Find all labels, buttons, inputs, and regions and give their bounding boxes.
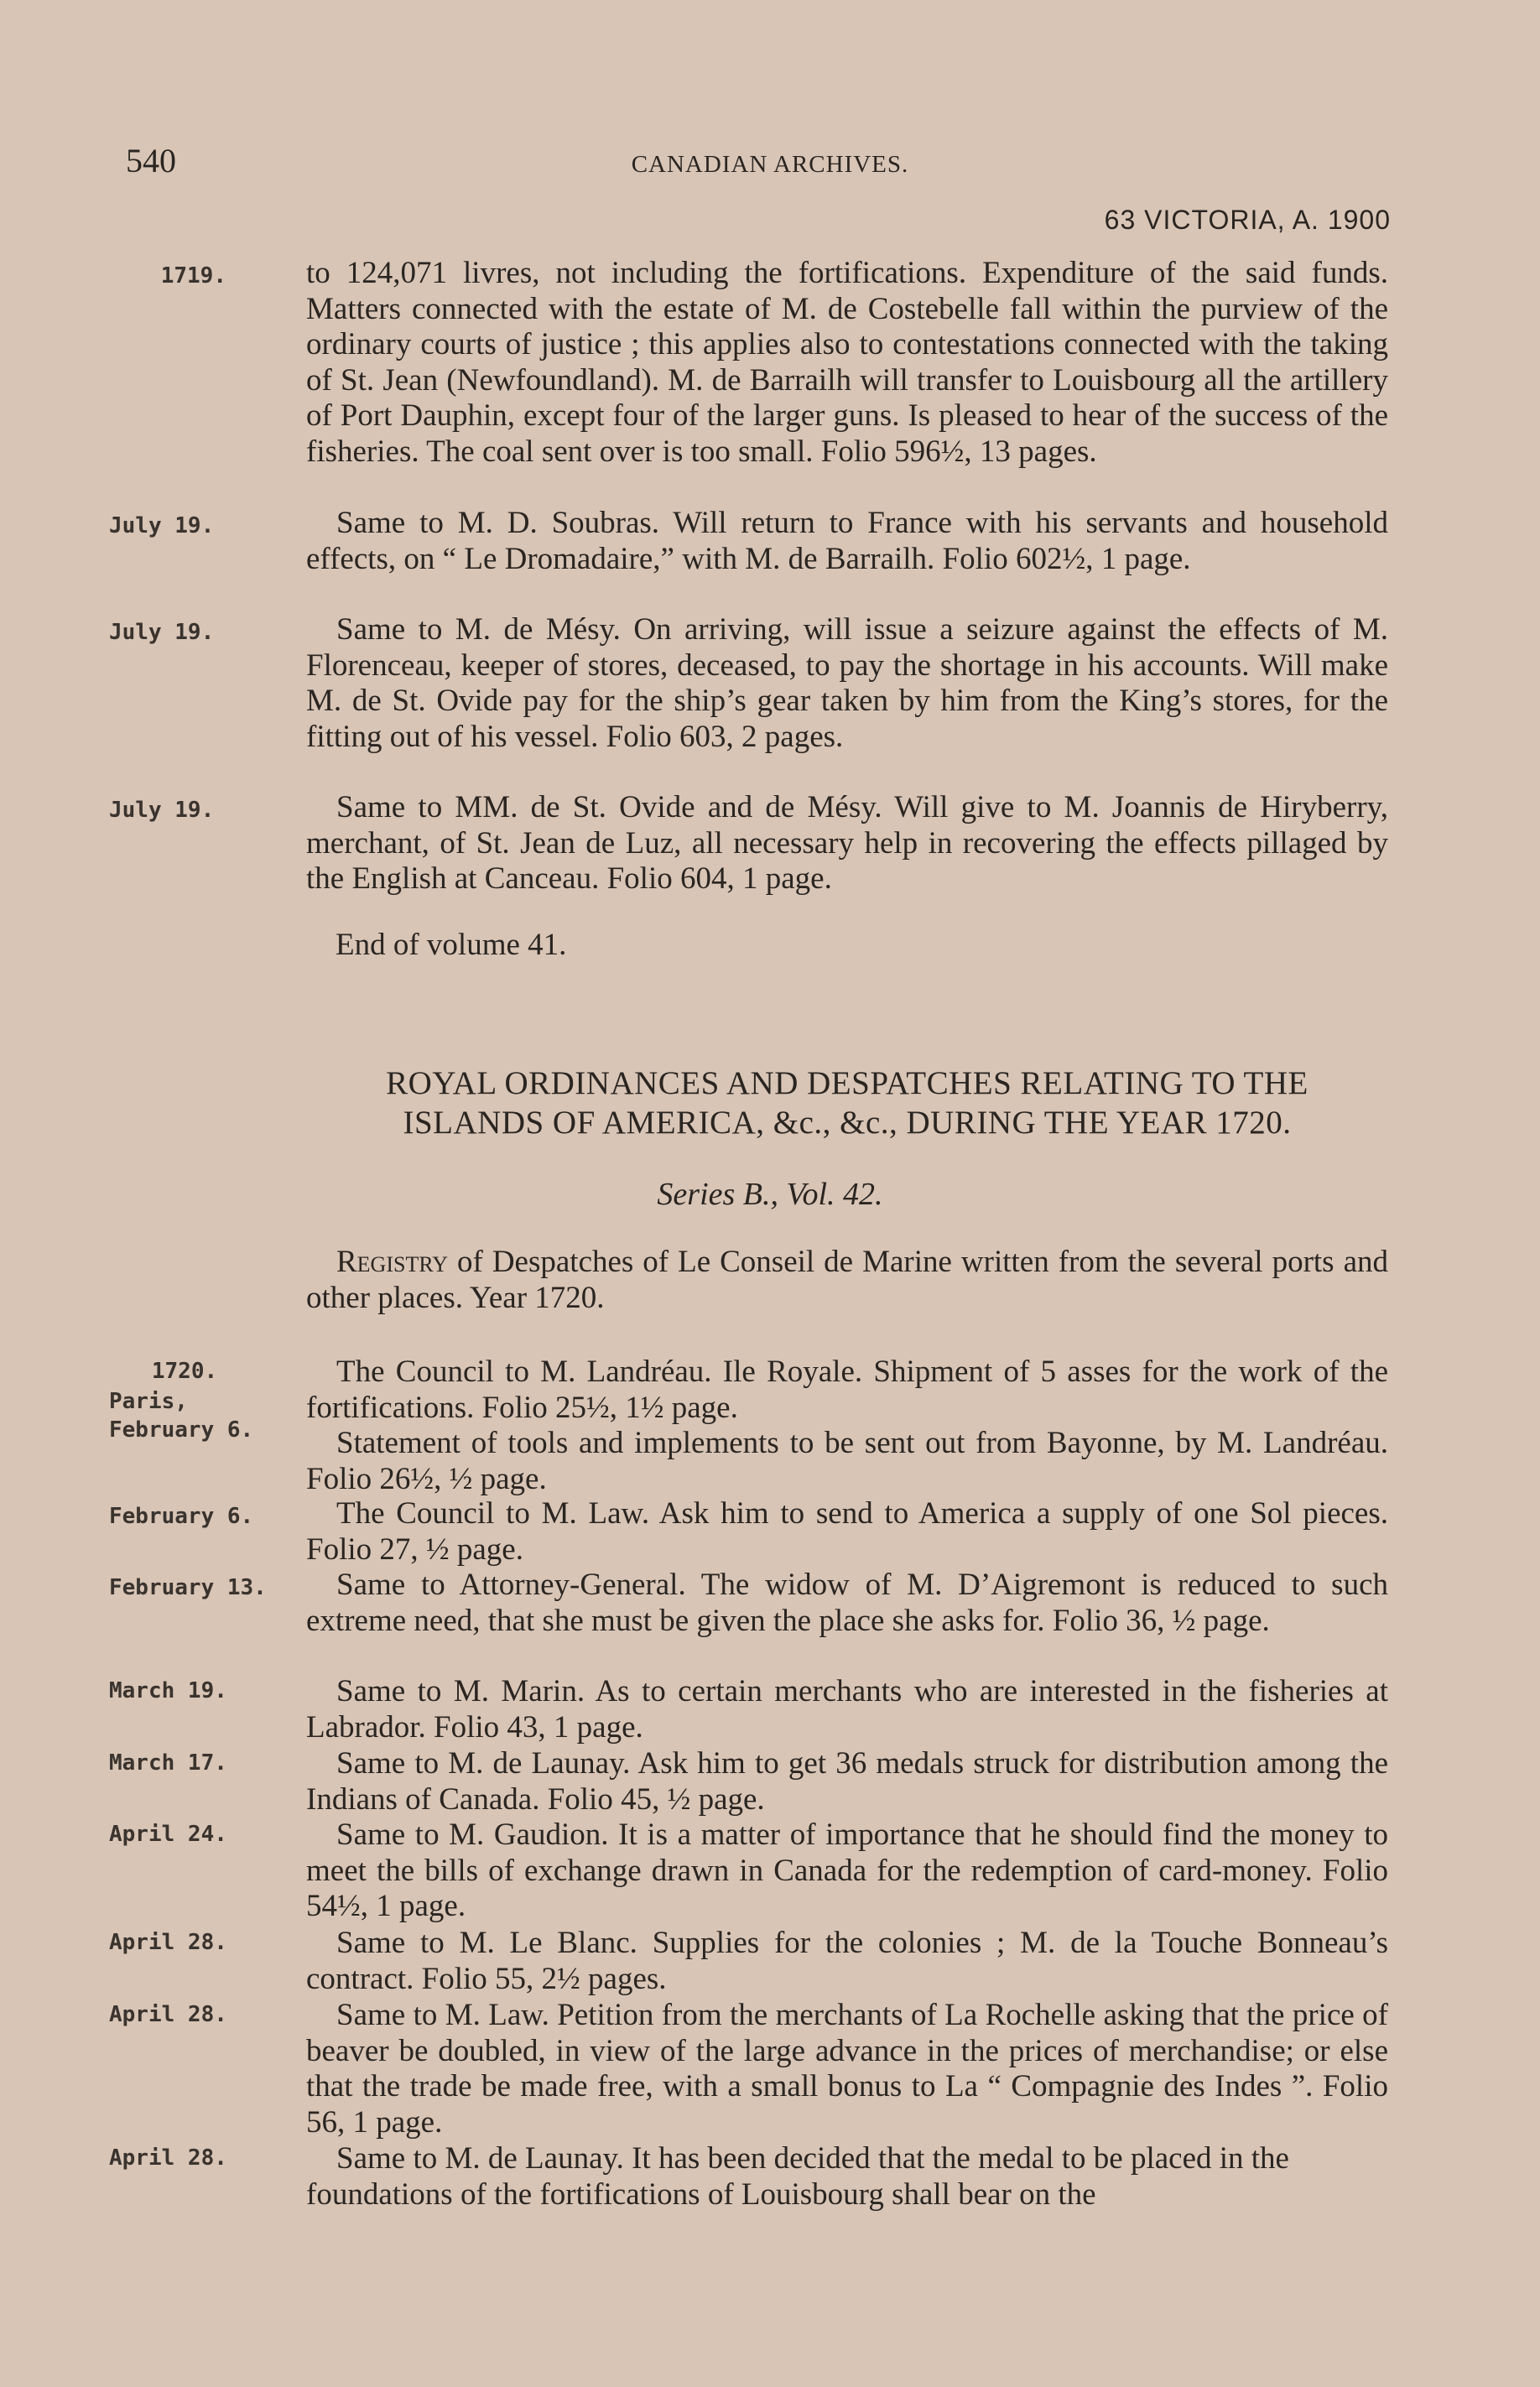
entry-text: Same to M. de Launay. It has been decided that the medal to be placed in the foundations of the fortifications of Louisbourg shall bear on the: [306, 2141, 1289, 2212]
entry-text: Same to M. de Launay. Ask him to get 36 medals struck for distribution among the Indians of Canada. Folio 45, ½ page.: [306, 1746, 1388, 1817]
entry-text: Same to M. D. Soubras. Will return to France with his servants and household effects, on “ Le Dromadaire,” with M. de Barrailh. Folio 602½, 1 page.: [306, 506, 1388, 576]
entry-date: March 19.: [109, 1678, 227, 1703]
entry-text: The Council to M. Landréau. Ile Royale. Shipment of 5 asses for the work of the fortifications. Folio 25½, 1½ page.: [306, 1355, 1388, 1425]
entry-date: February 6.: [109, 1504, 254, 1529]
entry-text: The Council to M. Law. Ask him to send to America a supply of one Sol pieces. Folio 27, ½ page.: [306, 1496, 1388, 1567]
entry-text: Same to MM. de St. Ovide and de Mésy. Will give to M. Joannis de Hiryberry, merchant, of St. Jean de Luz, all necessary help in recovering the effects pillaged by the English at Canceau. Folio 604, 1 page.: [306, 790, 1388, 896]
entry-date: March 17.: [109, 1750, 227, 1776]
registry-text: of Despatches of Le Conseil de Marine written from the several ports and other places. Year 1720.: [306, 1245, 1388, 1315]
entry-text: Same to M. Marin. As to certain merchants who are interested in the fisheries at Labrador. Folio 43, 1 page.: [306, 1674, 1388, 1745]
registry-paragraph: [306, 1245, 1388, 1316]
entry-date: [109, 1355, 277, 1445]
date-line: February 6.: [109, 1417, 254, 1443]
entry-date: July 19.: [109, 513, 215, 538]
entry-text: Same to M. Le Blanc. Supplies for the colonies ; M. de la Touche Bonneau’s contract. Folio 55, 2½ pages.: [306, 1926, 1388, 1996]
entry-date: April 28.: [109, 2002, 227, 2027]
entry-text: to 124,071 livres, not including the fortifications. Expenditure of the said funds. Matters connected with the estate of M. de Costebelle fall within the purview of the ordinary courts of justice ; this applies also to contestations connected with the taking of St. Jean (Newfoundland). M. de Barrailh will transfer to Louisbourg all the artillery of Port Dauphin, except four of the larger guns. Is pleased to hear of the success of the fisheries. The coal sent over is too small. Folio 596½, 13 pages.: [306, 256, 1388, 469]
entry-date: April 28.: [109, 2145, 227, 2171]
entry-text: Same to Attorney-General. The widow of M. D’Aigremont is reduced to such extreme need, that she must be given the place she asks for. Folio 36, ½ page.: [306, 1568, 1388, 1638]
running-title: CANADIAN ARCHIVES.: [631, 151, 909, 178]
entry-date: February 13.: [109, 1575, 267, 1600]
end-of-volume-note: End of volume 41.: [336, 928, 567, 962]
entry-date: 1719.: [160, 263, 226, 289]
date-line: Paris,: [109, 1389, 188, 1414]
entry-text: Same to M. de Mésy. On arriving, will issue a seizure against the effects of M. Florenceau, keeper of stores, deceased, to pay the shortage in his accounts. Will make M. de St. Ovide pay for the ship’s gear taken by him from the King’s stores, for the fitting out of his vessel. Folio 603, 2 pages.: [306, 612, 1388, 754]
session-label: 63 VICTORIA, A. 1900: [1104, 205, 1391, 235]
section-title-line: ISLANDS OF AMERICA, &c., &c., DURING THE YEAR 1720.: [403, 1105, 1292, 1141]
entry-text: Same to M. Gaudion. It is a matter of importance that he should find the money to meet the bills of exchange drawn in Canada for the redemption of card-money. Folio 54½, 1 page.: [306, 1818, 1388, 1923]
registry-lead: Registry: [336, 1245, 449, 1279]
entry-date: April 24.: [109, 1822, 227, 1847]
entry-date: July 19.: [109, 620, 215, 645]
entry-text: Same to M. Law. Petition from the merchants of La Rochelle asking that the price of beaver be doubled, in view of the large advance in the prices of merchandise; or else that the trade be made free, with a small bonus to La “ Compagnie des Indes ”. Folio 56, 1 page.: [306, 1998, 1388, 2140]
date-line: 1720.: [151, 1359, 218, 1384]
entry-date: July 19.: [109, 798, 215, 823]
page-number: 540: [126, 142, 176, 179]
entry-date: April 28.: [109, 1930, 227, 1955]
series-label: Series B., Vol. 42.: [657, 1177, 883, 1212]
section-title-line: ROYAL ORDINANCES AND DESPATCHES RELATING TO THE: [386, 1065, 1308, 1101]
entry-text: Statement of tools and implements to be sent out from Bayonne, by M. Landréau. Folio 26½, ½ page.: [306, 1426, 1388, 1496]
section-title: [306, 1063, 1388, 1142]
